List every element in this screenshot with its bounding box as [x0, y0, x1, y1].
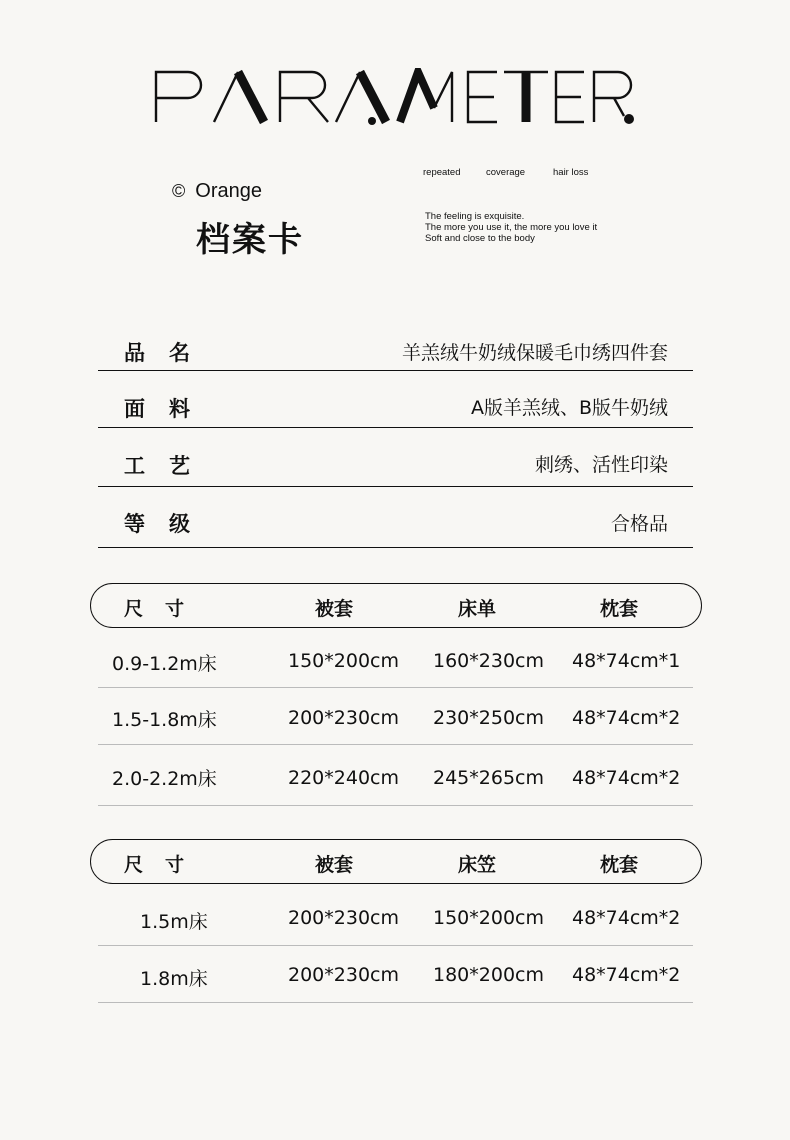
- header-size: 尺寸: [124, 598, 207, 620]
- table-header: [90, 839, 702, 884]
- cell-duvet: 200*230cm: [288, 964, 399, 986]
- tag-hair-loss: hair loss: [553, 167, 589, 178]
- param-value: 羊羔绒牛奶绒保暖毛巾绣四件套: [401, 342, 668, 364]
- cell-size: 1.8m床: [140, 968, 208, 990]
- logo-text: PARAMETER: [152, 68, 158, 69]
- description-line: The more you use it, the more you love it: [425, 222, 598, 233]
- cell-fitted-sheet: 180*200cm: [433, 964, 544, 986]
- header-duvet: 被套: [315, 854, 354, 876]
- param-row-name: [98, 322, 693, 371]
- param-value: 刺绣、活性印染: [534, 454, 668, 476]
- description-line: The feeling is exquisite.: [425, 211, 525, 222]
- cell-size: 1.5m床: [140, 911, 208, 933]
- card-title: 档案卡: [196, 220, 304, 260]
- tag-coverage: coverage: [486, 167, 526, 178]
- cell-pillowcase: 48*74cm*2: [572, 707, 681, 729]
- parameter-list: [98, 322, 693, 548]
- table-row: [98, 946, 693, 1003]
- cell-size: 2.0-2.2m床: [112, 768, 217, 790]
- cell-pillowcase: 48*74cm*2: [572, 907, 681, 929]
- cell-pillowcase: 48*74cm*2: [572, 964, 681, 986]
- cell-duvet: 200*230cm: [288, 907, 399, 929]
- cell-sheet: 245*265cm: [433, 767, 544, 789]
- table-row: [98, 688, 693, 745]
- param-value: A版羊羔绒、B版牛奶绒: [470, 397, 668, 419]
- param-label: 工艺: [124, 454, 214, 478]
- header-pillowcase: 枕套: [600, 598, 639, 620]
- table-header: [90, 583, 702, 628]
- copyright-icon: ©: [172, 181, 186, 201]
- param-label: 等级: [124, 512, 214, 536]
- param-value: 合格品: [610, 513, 668, 535]
- cell-sheet: 160*230cm: [433, 650, 544, 672]
- description-line: Soft and close to the body: [425, 233, 535, 244]
- brand: [172, 180, 262, 203]
- cell-pillowcase: 48*74cm*1: [572, 650, 681, 672]
- param-row-grade: [98, 487, 693, 548]
- cell-pillowcase: 48*74cm*2: [572, 767, 681, 789]
- brand-name: Orange: [195, 180, 262, 202]
- size-table-2: [90, 839, 702, 1003]
- cell-sheet: 230*250cm: [433, 707, 544, 729]
- cell-size: 0.9-1.2m床: [112, 653, 217, 675]
- tag-repeated: repeated: [423, 167, 461, 178]
- param-row-fabric: [98, 371, 693, 428]
- cell-duvet: 150*200cm: [288, 650, 399, 672]
- cell-duvet: 200*230cm: [288, 707, 399, 729]
- header-size: 尺寸: [124, 854, 207, 876]
- table-row: [98, 884, 693, 946]
- header-fitted-sheet: 床笠: [458, 854, 497, 876]
- header-sheet: 床单: [458, 598, 497, 620]
- param-label: 品名: [124, 341, 214, 365]
- parameter-logo: [152, 68, 636, 126]
- param-label: 面料: [124, 397, 214, 421]
- cell-fitted-sheet: 150*200cm: [433, 907, 544, 929]
- param-row-craft: [98, 428, 693, 487]
- header-pillowcase: 枕套: [600, 854, 639, 876]
- description: [425, 211, 597, 244]
- table-row: [98, 745, 693, 806]
- cell-duvet: 220*240cm: [288, 767, 399, 789]
- size-table-1: [90, 583, 702, 806]
- cell-size: 1.5-1.8m床: [112, 709, 217, 731]
- header-duvet: 被套: [315, 598, 354, 620]
- table-row: [98, 628, 693, 688]
